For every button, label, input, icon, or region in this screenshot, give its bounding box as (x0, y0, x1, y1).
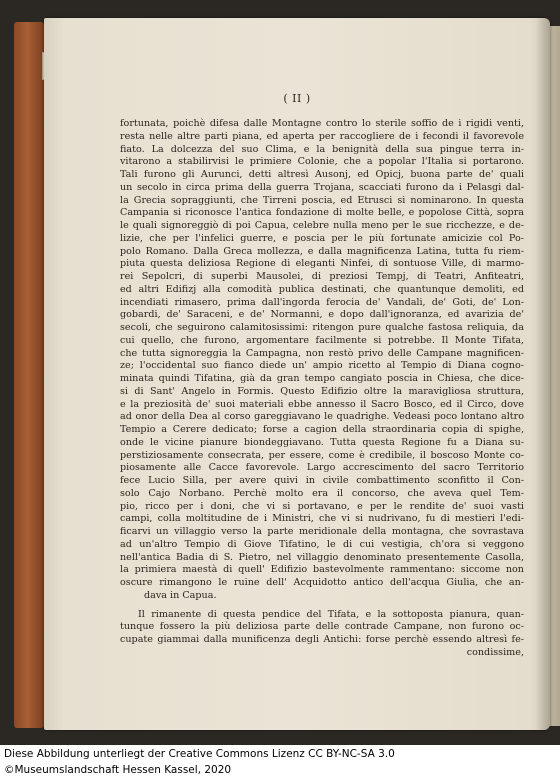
text-line: minata quindi Tifatina, già da gran tempo cangiato poscia in Chiesa, che dice- (120, 373, 524, 384)
text-line: che tutta signoreggia la Campagna, non restò privo delle Campane magnificen- (120, 347, 524, 359)
text-line: ze; l'occidental suo fianco diede un' ampio ricetto al Tempio di Diana cogno- (120, 360, 524, 372)
license-footer (0, 745, 560, 779)
text-line: ad un'altro Tempio di Giove Tifatino, le di cui vestigia, ch'ora si veggono (120, 538, 524, 550)
copyright-text: ©Museumslandschaft Hessen Kassel, 2020 (4, 764, 232, 776)
text-line: gobardi, de' Saraceni, e de' Normanni, e dopo dall'ignoranza, ed avarizia de' (120, 309, 524, 321)
text-line: si di Sant' Angelo in Formis. Questo Edifizio oltre la maravigliosa struttura, (120, 385, 524, 397)
text-line: resta nelle altre parti piana, ed aperta per raccogliere de i fecondi il favorevole (120, 130, 524, 142)
text-line: Campania si riconosce l'antica fondazione di molte belle, e popolose Città, sopra (120, 207, 524, 219)
text-line: un secolo in circa prima della guerra Trojana, scacciati furono da i Pelasgi dal- (120, 181, 524, 193)
text-line: Tempio a Cerere dedicato; forse a cagion della straordinaria copia di spighe, (120, 424, 524, 435)
book-cover-edge (14, 22, 44, 728)
text-line: oscure rimangono le ruine dell' Acquidotto antico dell'acqua Giulia, che an- (120, 577, 524, 588)
text-line: dava in Capua. (144, 589, 217, 601)
text-line: secoli, che seguirono calamitosissimi: ritengon pure qualche fastosa reliquia, da (120, 322, 524, 333)
text-line: ad onor della Dea al corso gareggiavano le quadrighe. Vedeasi poco lontano altro (120, 411, 524, 423)
text-line: polo Romano. Dalla Greca mollezza, e dalla magnificenza Latina, tutta fu riem- (120, 245, 524, 257)
text-line: nell'antica Badia di S. Pietro, nel villaggio denominato presentemente Casolla, (120, 551, 524, 563)
text-line: fiato. La dolcezza del suo Clima, e la benignità della sua pingue terra in- (120, 143, 524, 155)
body-text (120, 118, 524, 660)
text-line: piuta questa deliziosa Regione di eleganti Ninfei, di sontuose Ville, di marmo- (120, 258, 524, 270)
book-page (44, 18, 550, 730)
text-line: lizie, che per l'infelici guerre, e poscia per le più fortunate amicizie col Po- (120, 232, 524, 244)
text-line: la primiera maestà di quell' Edifizio bastevolmente rammentano: siccome non (120, 564, 524, 576)
text-line: la Grecia sopraggiunti, che Tirreni poscia, ed Etrusci si nominarono. In questa (120, 194, 524, 206)
page-number-header: ( II ) (283, 92, 311, 105)
text-line: fortunata, poichè difesa dalle Montagne contro lo sterile soffio de i rigidi venti, (120, 118, 524, 129)
text-line: cupate giammai dalla munificenza degli Antichi: forse perchè essendo altresì fe- (120, 634, 524, 645)
text-line: le quali signoreggiò di poi Capua, celebre nulla meno per le sue ricchezze, e de- (120, 220, 524, 231)
text-line: e la preziosità de' suoi materiali ebbe annesso il Sacro Bosco, ed il Circo, dove (120, 398, 524, 410)
text-line: ed altri Edifizj alla comodità publica destinati, che quantunque demoliti, ed (120, 283, 524, 295)
text-line: solo Cajo Norbano. Perchè molto era il concorso, che aveva quel Tem- (120, 487, 524, 499)
text-line: pio, ricco per i doni, che vi si portavano, e per le rendite de' suoi vasti (120, 500, 524, 512)
text-line: tunque fossero la più deliziosa parte delle contrade Campane, non furono oc- (120, 621, 524, 633)
text-line: rei Sepolcri, di superbi Mausolei, di preziosi Tempj, di Teatri, Anfiteatri, (120, 271, 524, 282)
text-line: Il rimanente di questa pendice del Tifata, e la sottoposta pianura, quan- (138, 608, 524, 620)
text-line: vitarono a stabilirvisi le primiere Colonie, che a popolar l'Italia si portarono. (120, 156, 524, 168)
text-line: cui quello, che furono, argomentare facilmente si potrebbe. Il Monte Tifata, (120, 334, 524, 346)
license-text: Diese Abbildung unterliegt der Creative Commons Lizenz CC BY-NC-SA 3.0 (4, 748, 395, 760)
text-line: incendiati rimasero, prima dall'ingorda ferocia de' Vandali, de' Goti, de' Lon- (120, 296, 524, 308)
page-shadow (536, 18, 550, 730)
text-line: campi, colla moltitudine de i Ministri, che vi si nudrivano, fu di mestieri l'edi- (120, 513, 524, 525)
text-line: fece Lucio Silla, per avere quivi in civile combattimento sconfitto il Con- (120, 475, 524, 486)
text-line: onde le vicine pianure biondeggiavano. Tutta questa Regione fu a Diana su- (120, 436, 524, 448)
text-line: piosamente alle Cacce favorevole. Largo accrescimento del sacro Territorio (120, 462, 524, 474)
text-line: perstiziosamente consecrata, per essere, come è credibile, il boscoso Monte co- (120, 449, 524, 461)
text-line: condissime, (466, 646, 524, 658)
text-line: ficarvi un villaggio verso la parte meridionale della montagna, che sovrastava (120, 526, 524, 537)
text-line: Tali furono gli Aurunci, detti altresì Ausonj, ed Opicj, buona parte de' quali (120, 169, 524, 180)
